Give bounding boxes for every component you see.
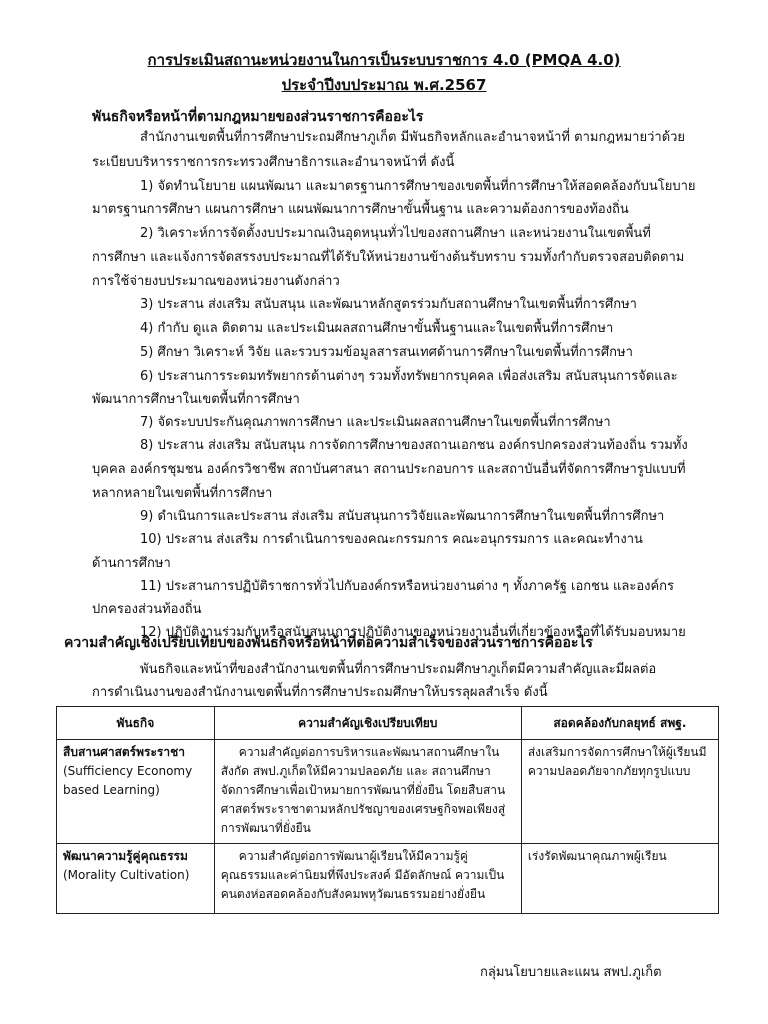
mission-english: (Morality Cultivation) bbox=[63, 868, 190, 882]
body-line: 6) ประสานการระดมทรัพยากรด้านต่างๆ รวมทั้งทรัพยากรบุคคล เพื่อส่งเสริม สนับสนุนการจัดและ bbox=[140, 369, 678, 384]
body-line: 1) จัดทำนโยบาย แผนพัฒนา และมาตรฐานการศึกษาของเขตพื้นที่การศึกษาให้สอดคล้องกับนโยบาย bbox=[140, 179, 696, 194]
body-line: สำนักงานเขตพื้นที่การศึกษาประถมศึกษาภูเก็ต มีพันธกิจหลักและอำนาจหน้าที่ ตามกฎหมายว่าด้วย bbox=[140, 130, 686, 145]
body-line: 5) ศึกษา วิเคราะห์ วิจัย และรวบรวมข้อมูลสารสนเทศด้านการศึกษาในเขตพื้นที่การศึกษา bbox=[140, 345, 633, 360]
body-line: ด้านการศึกษา bbox=[92, 556, 171, 571]
body-line: มาตรฐานการศึกษา แผนการศึกษา แผนพัฒนาการศึกษาขั้นพื้นฐาน และความต้องการของท้องถิ่น bbox=[92, 202, 629, 217]
body-line: ปกครองส่วนท้องถิ่น bbox=[92, 602, 202, 617]
header-strategy: สอดคล้องกับกลยุทธ์ สพฐ. bbox=[521, 707, 718, 740]
mission-table bbox=[56, 706, 719, 914]
document-subtitle: ประจำปีงบประมาณ พ.ศ.2567 bbox=[281, 76, 487, 94]
mission-english: (Sufficiency Economy based Learning) bbox=[63, 764, 193, 797]
body-line: 9) ดำเนินการและประสาน ส่งเสริม สนับสนุนการวิจัยและพัฒนาการศึกษาในเขตพื้นที่การศึกษา bbox=[140, 509, 665, 524]
body-line: 4) กำกับ ดูแล ติดตาม และประเมินผลสถานศึกษาขั้นพื้นฐานและในเขตพื้นที่การศึกษา bbox=[140, 321, 614, 336]
body-line: 8) ประสาน ส่งเสริม สนับสนุน การจัดการศึกษาของสถานเอกชน องค์กรปกครองส่วนท้องถิ่น รวมทั้ง bbox=[140, 438, 688, 453]
body-line: การใช้จ่ายงบประมาณของหน่วยงานดังกล่าว bbox=[92, 274, 340, 289]
body-line: 2) วิเคราะห์การจัดตั้งงบประมาณเงินอุดหนุนทั่วไปของสถานศึกษา และหน่วยงานในเขตพื้นที่ bbox=[140, 226, 651, 241]
body-line: ระเบียบบริหารราชการกระทรวงศึกษาธิการและอำนาจหน้าที่ ดังนี้ bbox=[92, 155, 455, 170]
body-line: 10) ประสาน ส่งเสริม การดำเนินการของคณะกรรมการ คณะอนุกรรมการ และคณะทำงาน bbox=[140, 532, 643, 547]
cell-strategy: ส่งเสริมการจัดการศึกษาให้ผู้เรียนมีความปลอดภัยจากภัยทุกรูปแบบ bbox=[521, 740, 718, 844]
body-line: 11) ประสานการปฏิบัติราชการทั่วไปกับองค์กรหรือหน่วยงานต่าง ๆ ทั้งภาครัฐ เอกชน และองค์กร bbox=[140, 579, 675, 594]
mission-name: สืบสานศาสตร์พระราชา bbox=[63, 745, 185, 759]
body-line: บุคคล องค์กรชุมชน องค์กรวิชาชีพ สถาบันศาสนา สถานประกอบการ และสถาบันอื่นที่จัดการศึกษารูปแบบที่ bbox=[92, 462, 686, 477]
body-line: พัฒนาการศึกษาในเขตพื้นที่การศึกษา bbox=[92, 392, 300, 407]
header-mission: พันธกิจ bbox=[57, 707, 215, 740]
cell-importance: ความสำคัญต่อการบริหารและพัฒนาสถานศึกษาในสังกัด สพป.ภูเก็ตให้มีความปลอดภัย และ สถานศึกษาจัดการศึกษาเพื่อเป้าหมายการพัฒนาที่ยั่งยืน โดยสืบสานศาสตร์พระราชาตามหลักปรัชญาของเศรษฐกิจพอเพียงสู่การพัฒนาที่ยั่งยืน bbox=[214, 740, 521, 844]
cell-importance: ความสำคัญต่อการพัฒนาผู้เรียนให้มีความรู้คู่คุณธรรมและค่านิยมที่พึงประสงค์ มีอัตลักษณ์ ความเป็นคนตงห่อสอดคล้องกับสังคมพหุวัฒนธรรมอย่างยั่งยืน bbox=[214, 844, 521, 914]
body-line: 3) ประสาน ส่งเสริม สนับสนุน และพัฒนาหลักสูตรร่วมกับสถานศึกษาในเขตพื้นที่การศึกษา bbox=[140, 297, 637, 312]
cell-strategy: เร่งรัดพัฒนาคุณภาพผู้เรียน bbox=[521, 844, 718, 914]
section1-heading: พันธกิจหรือหน้าที่ตามกฎหมายของส่วนราชการคืออะไร bbox=[92, 109, 424, 125]
body-line: หลากหลายในเขตพื้นที่การศึกษา bbox=[92, 486, 273, 501]
section2-heading: ความสำคัญเชิงเปรียบเทียบของพันธกิจหรือหน้าที่ต่อความสำเร็จของส่วนราชการคืออะไร bbox=[64, 635, 593, 651]
footer-department: กลุ่มนโยบายและแผน สพป.ภูเก็ต bbox=[480, 965, 662, 980]
table-row bbox=[57, 844, 719, 914]
body-line: 7) จัดระบบประกันคุณภาพการศึกษา และประเมินผลสถานศึกษาในเขตพื้นที่การศึกษา bbox=[140, 415, 611, 430]
body-line: 12) ปฏิบัติงานร่วมกับหรือสนับสนุนการปฏิบัติงานของหน่วยงานอื่นที่เกี่ยวข้องหรือที่ได้รับมอบหมาย bbox=[140, 625, 686, 640]
body-line: การดำเนินงานของสำนักงานเขตพื้นที่การศึกษาประถมศึกษาให้บรรลุผลสำเร็จ ดังนี้ bbox=[92, 685, 548, 700]
table-row bbox=[57, 740, 719, 844]
mission-name: พัฒนาความรู้คู่คุณธรรม bbox=[63, 849, 188, 863]
table-header-row bbox=[57, 707, 719, 740]
header-importance: ความสำคัญเชิงเปรียบเทียบ bbox=[214, 707, 521, 740]
body-line: การศึกษา และแจ้งการจัดสรรงบประมาณที่ได้รับให้หน่วยงานข้างต้นรับทราบ รวมทั้งกำกับตรวจสอบติดตาม bbox=[92, 250, 685, 265]
cell-mission bbox=[57, 740, 215, 844]
body-line: พันธกิจและหน้าที่ของสำนักงานเขตพื้นที่การศึกษาประถมศึกษาภูเก็ตมีความสำคัญและมีผลต่อ bbox=[140, 662, 657, 677]
document-title: การประเมินสถานะหน่วยงานในการเป็นระบบราชการ 4.0 (PMQA 4.0) bbox=[147, 51, 621, 69]
cell-mission bbox=[57, 844, 215, 914]
